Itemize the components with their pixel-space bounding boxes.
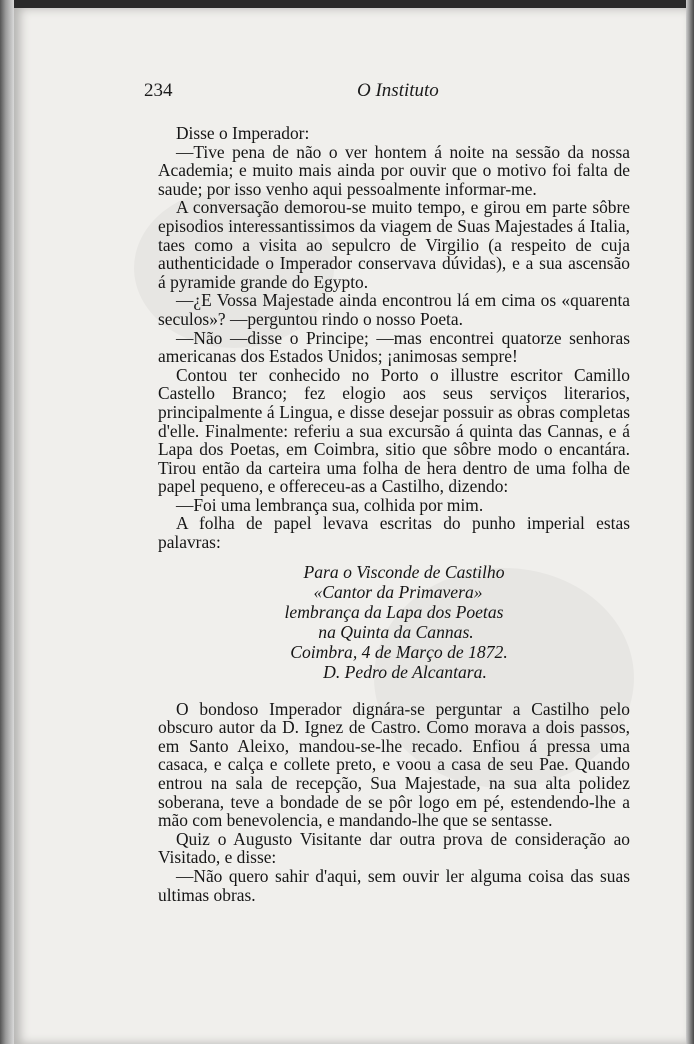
paragraph: A conversação demorou-se muito tempo, e girou em parte sôbre episodios interessantissimos da viagem de Suas Majestades á Italia, taes como a visita ao sepulcro de Virgilio (a respeito de cuja authenticidade o Imperador conservava dúvidas), e a sua ascensão á pyramide grande do Egypto. bbox=[158, 197, 630, 292]
dedication-line: lembrança da Lapa dos Poetas bbox=[284, 601, 504, 622]
paragraph: —Não quero sahir d'aqui, sem ouvir ler alguma coisa das suas ultimas obras. bbox=[158, 866, 630, 905]
paragraph: —Não —disse o Principe; —mas encontrei quatorze senhoras americanas dos Estados Unidos; ¡animosas sempre! bbox=[158, 327, 630, 367]
body-text bbox=[158, 124, 630, 904]
dedication-line: na Quinta da Cannas. bbox=[318, 621, 474, 642]
paragraph: Disse o Imperador: bbox=[176, 123, 310, 143]
paragraph: —¿E Vossa Majestade ainda encontrou lá em cima os «quarenta seculos»? —perguntou rindo o nosso Poeta. bbox=[158, 290, 630, 329]
dedication-line: D. Pedro de Alcantara. bbox=[323, 661, 487, 682]
dedication-line: Para o Visconde de Castilho bbox=[303, 561, 505, 582]
dedication-line: «Cantor da Primavera» bbox=[313, 581, 483, 602]
running-title: O Instituto bbox=[357, 80, 439, 101]
page-number: 234 bbox=[144, 80, 173, 101]
page-header bbox=[144, 80, 634, 104]
paragraph: —Foi uma lembrança sua, colhida por mim. bbox=[176, 494, 484, 515]
dedication-block bbox=[158, 562, 630, 682]
paragraph: Quiz o Augusto Visitante dar outra prova de consideração ao Visitado, e disse: bbox=[158, 828, 630, 868]
page-edge-shadow bbox=[686, 0, 694, 1044]
book-spine-shadow bbox=[0, 0, 14, 1044]
paragraph: Contou ter conhecido no Porto o illustre escritor Camillo Castello Branco; fez elogio aos seus serviços literarios, principalmente á Lingua, e disse desejar possuir as obras completas d'elle. Finalmente: referiu a sua excursão á quinta das Cannas, e á Lapa dos Poetas, em Coimbra, sitio que sôbre modo o encantára. Tirou então da carteira uma folha de hera dentro de uma folha de papel pequeno, e offereceu-as a Castilho, dizendo: bbox=[158, 364, 630, 497]
paragraph: O bondoso Imperador dignára-se perguntar a Castilho pelo obscuro autor da D. Ignez de Castro. Como morava a dois passos, em Santo Aleixo, mandou-se-lhe recado. Enfiou á pressa uma casaca, e calça e collete preto, e voou a casa de seu Pae. Quando entrou na sala de recepção, Sua Majestade, na sua alta polidez soberana, teve a bondade de se pôr logo em pé, estendendo-lhe a mão com benevolencia, e mandando-lhe que se sentasse. bbox=[158, 698, 630, 831]
paragraph: —Tive pena de não o ver hontem á noite na sessão da nossa Academia; e muito mais ainda por ouvir que o motivo foi falta de saude; por isso venho aqui pessoalmente informar-me. bbox=[158, 141, 630, 199]
dedication-line: Coimbra, 4 de Março de 1872. bbox=[290, 641, 508, 662]
paragraph: A folha de papel levava escritas do punho imperial estas palavras: bbox=[158, 513, 630, 553]
